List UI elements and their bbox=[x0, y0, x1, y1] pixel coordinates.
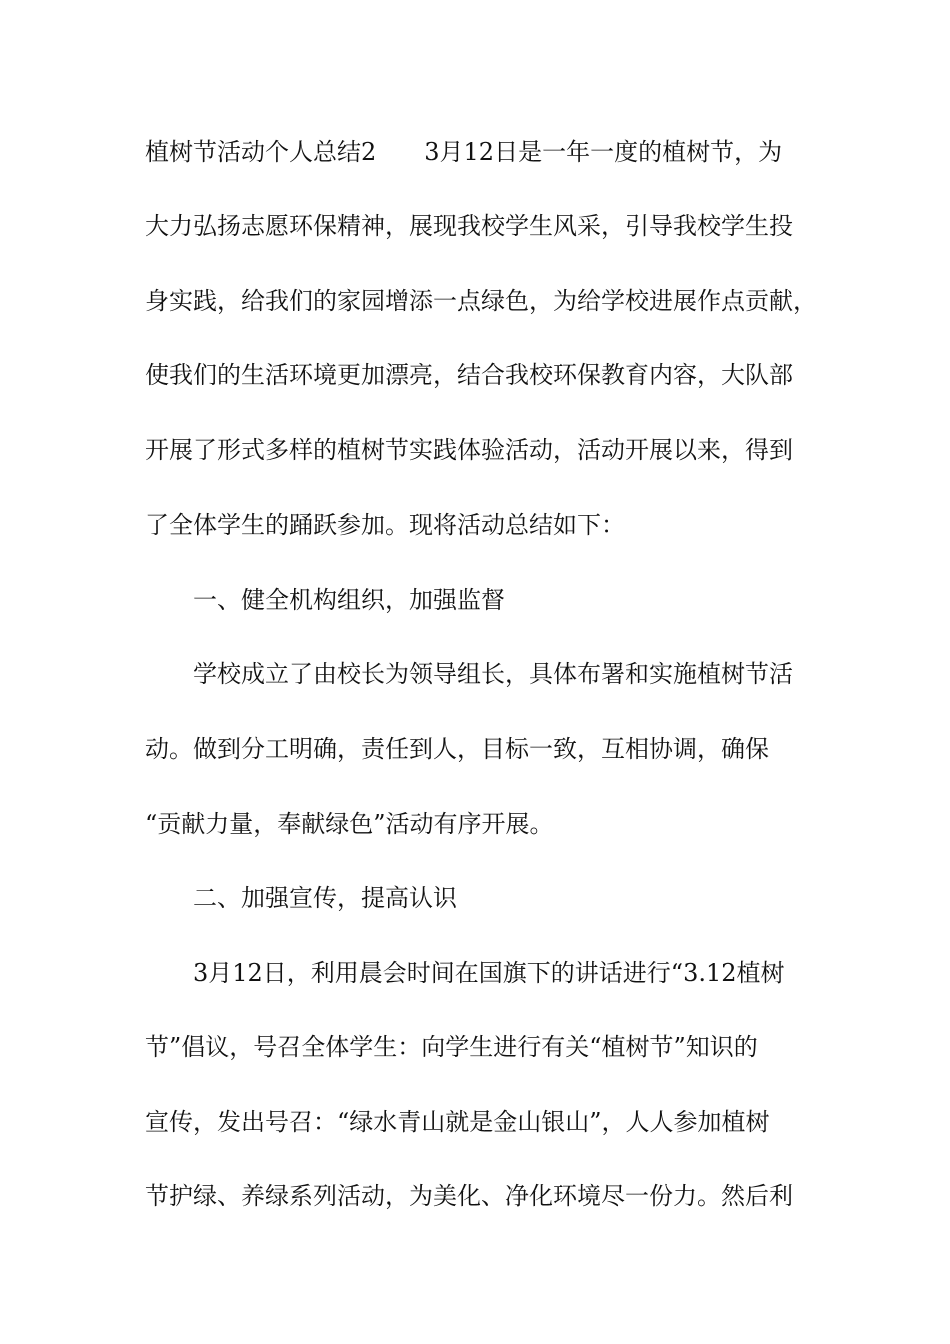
text-line: 开展了形式多样的植树节实践体验活动，活动开展以来，得到 bbox=[145, 436, 793, 464]
text-line: 使我们的生活环境更加漂亮，结合我校环保教育内容，大队部 bbox=[145, 361, 793, 389]
text-line: 动。做到分工明确，责任到人，目标一致，互相协调，确保 bbox=[145, 735, 769, 763]
text-line: 节护绿、养绿系列活动，为美化、净化环境尽一份力。然后利 bbox=[145, 1182, 793, 1210]
section-heading: 一、健全机构组织，加强监督 bbox=[193, 586, 505, 614]
text-line: “贡献力量，奉献绿色”活动有序开展。 bbox=[145, 810, 554, 838]
section-heading: 二、加强宣传，提高认识 bbox=[193, 884, 457, 912]
text-line: 了全体学生的踊跃参加。现将活动总结如下： bbox=[145, 511, 625, 539]
text-line: 身实践，给我们的家园增添一点绿色，为给学校进展作点贡献， bbox=[145, 287, 817, 315]
text-line: 大力弘扬志愿环保精神，展现我校学生风采，引导我校学生投 bbox=[145, 212, 793, 240]
text-line: 宣传，发出号召：“绿水青山就是金山银山”，人人参加植树 bbox=[145, 1108, 770, 1136]
text-line: 3月12日，利用晨会时间在国旗下的讲话进行“3.12植树 bbox=[193, 959, 785, 987]
text-line: 节”倡议，号召全体学生：向学生进行有关“植树节”知识的 bbox=[145, 1033, 758, 1061]
text-line: 植树节活动个人总结2 3月12日是一年一度的植树节，为 bbox=[145, 138, 783, 166]
text-line: 学校成立了由校长为领导组长，具体布署和实施植树节活 bbox=[193, 660, 793, 688]
